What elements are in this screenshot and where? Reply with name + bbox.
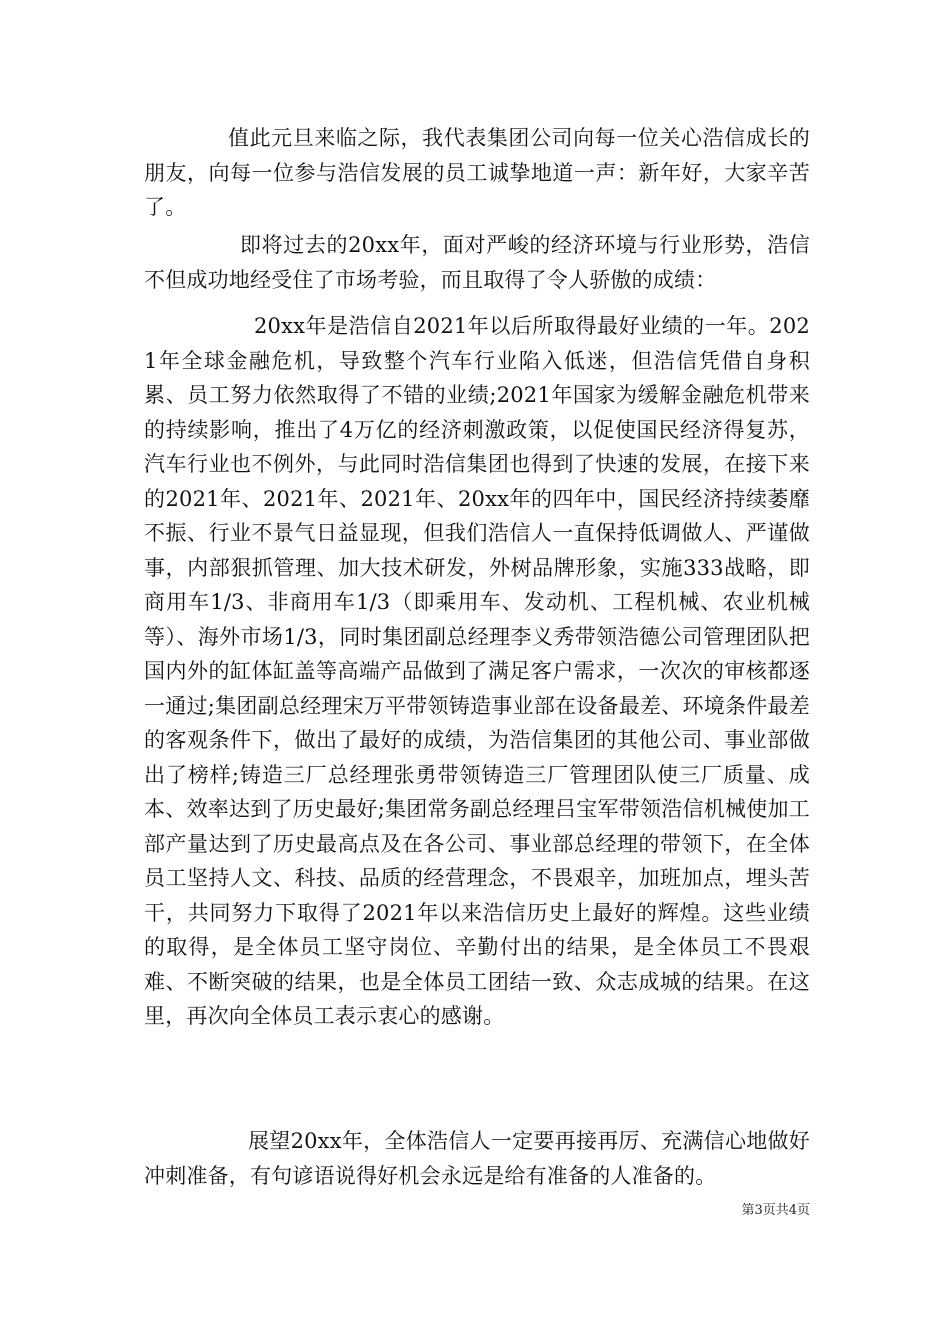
body-paragraph-2: 即将过去的20xx年，面对严峻的经济环境与行业形势，浩信不但成功地经受住了市场考验，而且取得了令人骄傲的成绩： <box>144 233 810 292</box>
body-paragraph-1: 值此元旦来临之际，我代表集团公司向每一位关心浩信成长的朋友，向每一位参与浩信发展的员工诚挚地道一声：新年好，大家辛苦了。 <box>144 126 810 219</box>
body-paragraph-3: 20xx年是浩信自2021年以后所取得最好业绩的一年。2021年全球金融危机，导致整个汽车行业陷入低迷，但浩信凭借自身积累、员工努力依然取得了不错的业绩;2021年国家为缓解金融危机带来的持续影响，推出了4万亿的经济刺激政策，以促使国民经济得复苏，汽车行业也不例外，与此同时浩信集团也得到了快速的发展，在接下来的2021年、2021年、2021年、20xx年的四年中，国民经济持续萎靡不振、行业不景气日益显现，但我们浩信人一直保持低调做人、严谨做事，内部狠抓管理、加大技术研发，外树品牌形象，实施333战略，即商用车1/3、非商用车1/3（即乘用车、发动机、工程机械、农业机械等）、海外市场1/3，同时集团副总经理李义秀带领浩德公司管理团队把国内外的缸体缸盖等高端产品做到了满足客户需求，一次次的审核都逐一通过;集团副总经理宋万平带领铸造事业部在设备最差、环境条件最差的客观条件下，做出了最好的成绩，为浩信集团的其他公司、事业部做出了榜样;铸造三厂总经理张勇带领铸造三厂管理团队使三厂质量、成本、效率达到了历史最好;集团常务副总经理吕宝军带领浩信机械使加工部产量达到了历史最高点及在各公司、事业部总经理的带领下，在全体员工坚持人文、科技、品质的经营理念，不畏艰辛，加班加点，埋头苦干，共同努力下取得了2021年以来浩信历史上最好的辉煌。这些业绩的取得，是全体员工坚守岗位、辛勤付出的结果，是全体员工不畏艰难、不断突破的结果，也是全体员工团结一致、众志成城的结果。在这里，再次向全体员工表示衷心的感谢。 <box>144 314 810 1028</box>
body-paragraph-4: 展望20xx年，全体浩信人一定要再接再厉、充满信心地做好冲刺准备，有句谚语说得好机会永远是给有准备的人准备的。 <box>144 1129 810 1188</box>
page-number-footer: 第3页共4页 <box>741 1203 810 1218</box>
